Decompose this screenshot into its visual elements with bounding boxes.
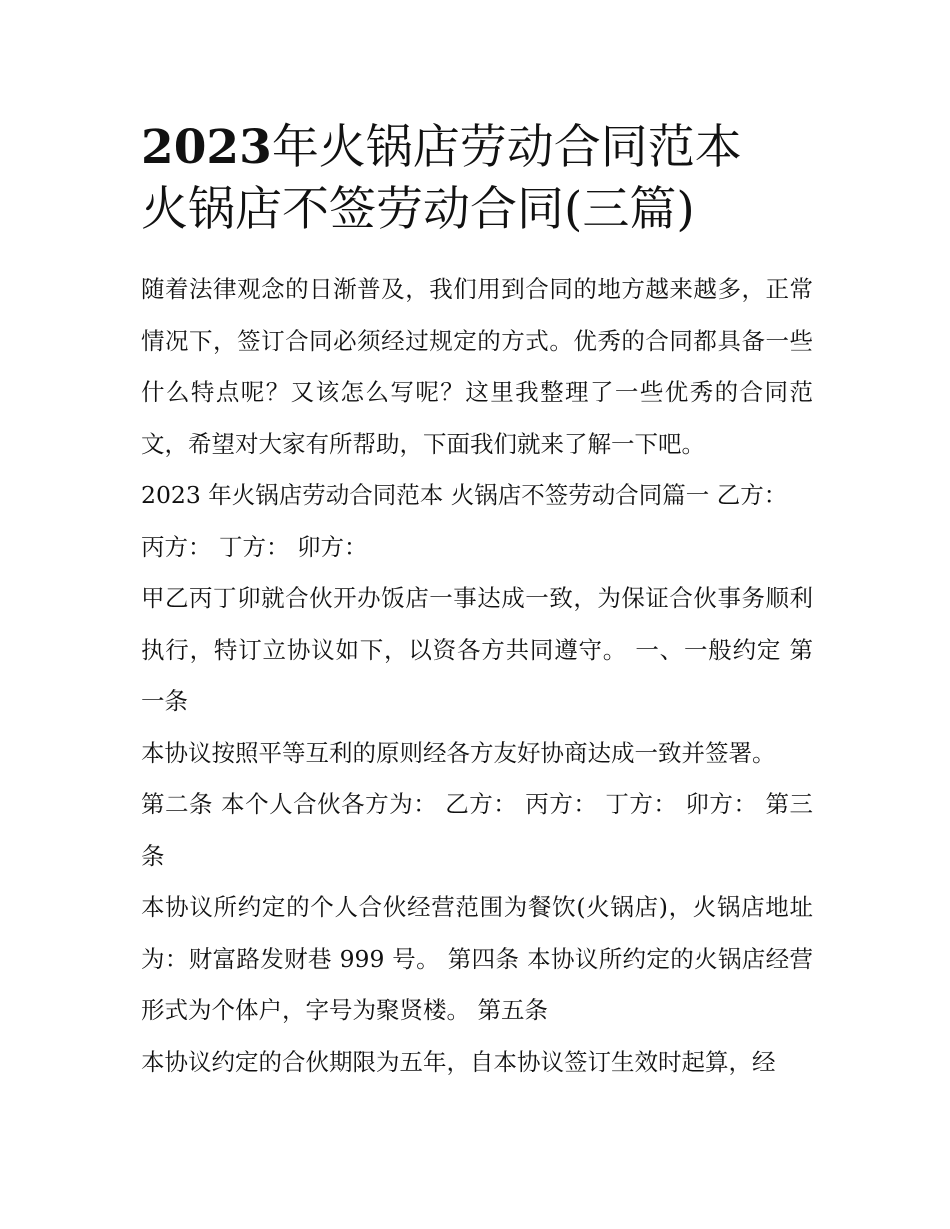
title-line-1-text: 年火锅店劳动合同范本 <box>271 120 742 175</box>
paragraph-parties: 丙方： 丁方： 卯方： <box>141 532 368 561</box>
document-title <box>141 118 813 240</box>
title-line-2: 火锅店不签劳动合同(三篇) <box>141 182 695 237</box>
paragraph-heading-article-1: 2023 年火锅店劳动合同范本 火锅店不签劳动合同篇一 乙方： <box>141 481 788 509</box>
paragraph-clause-5: 本协议约定的合伙期限为五年，自本协议签订生效时起算，经 <box>141 1047 776 1076</box>
paragraph-agreement: 甲乙丙丁卯就合伙开办饭店一事达成一致，为保证合伙事务顺利执行，特订立协议如下，以资各方共同遵守。 一、一般约定 第一条 <box>141 584 813 715</box>
title-line-1 <box>141 118 813 178</box>
paragraph-intro: 随着法律观念的日渐普及，我们用到合同的地方越来越多，正常情况下，签订合同必须经过规定的方式。优秀的合同都具备一些什么特点呢？又该怎么写呢？这里我整理了一些优秀的合同范文，希望对大家有所帮助，下面我们就来了解一下吧。 <box>141 275 813 458</box>
paragraph-clause-2: 第二条 本个人合伙各方为： 乙方： 丙方： 丁方： 卯方： 第三条 <box>141 790 813 870</box>
title-year: 2023 <box>141 120 272 175</box>
paragraph-clause-1: 本协议按照平等互利的原则经各方友好协商达成一致并签署。 <box>141 738 776 767</box>
document-body <box>141 264 813 1088</box>
document-page <box>141 118 813 1088</box>
paragraph-clause-3-4: 本协议所约定的个人合伙经营范围为餐饮(火锅店)，火锅店地址为：财富路发财巷 999 号。 第四条 本协议所约定的火锅店经营形式为个体户，字号为聚贤楼。 第五条 <box>141 893 813 1024</box>
